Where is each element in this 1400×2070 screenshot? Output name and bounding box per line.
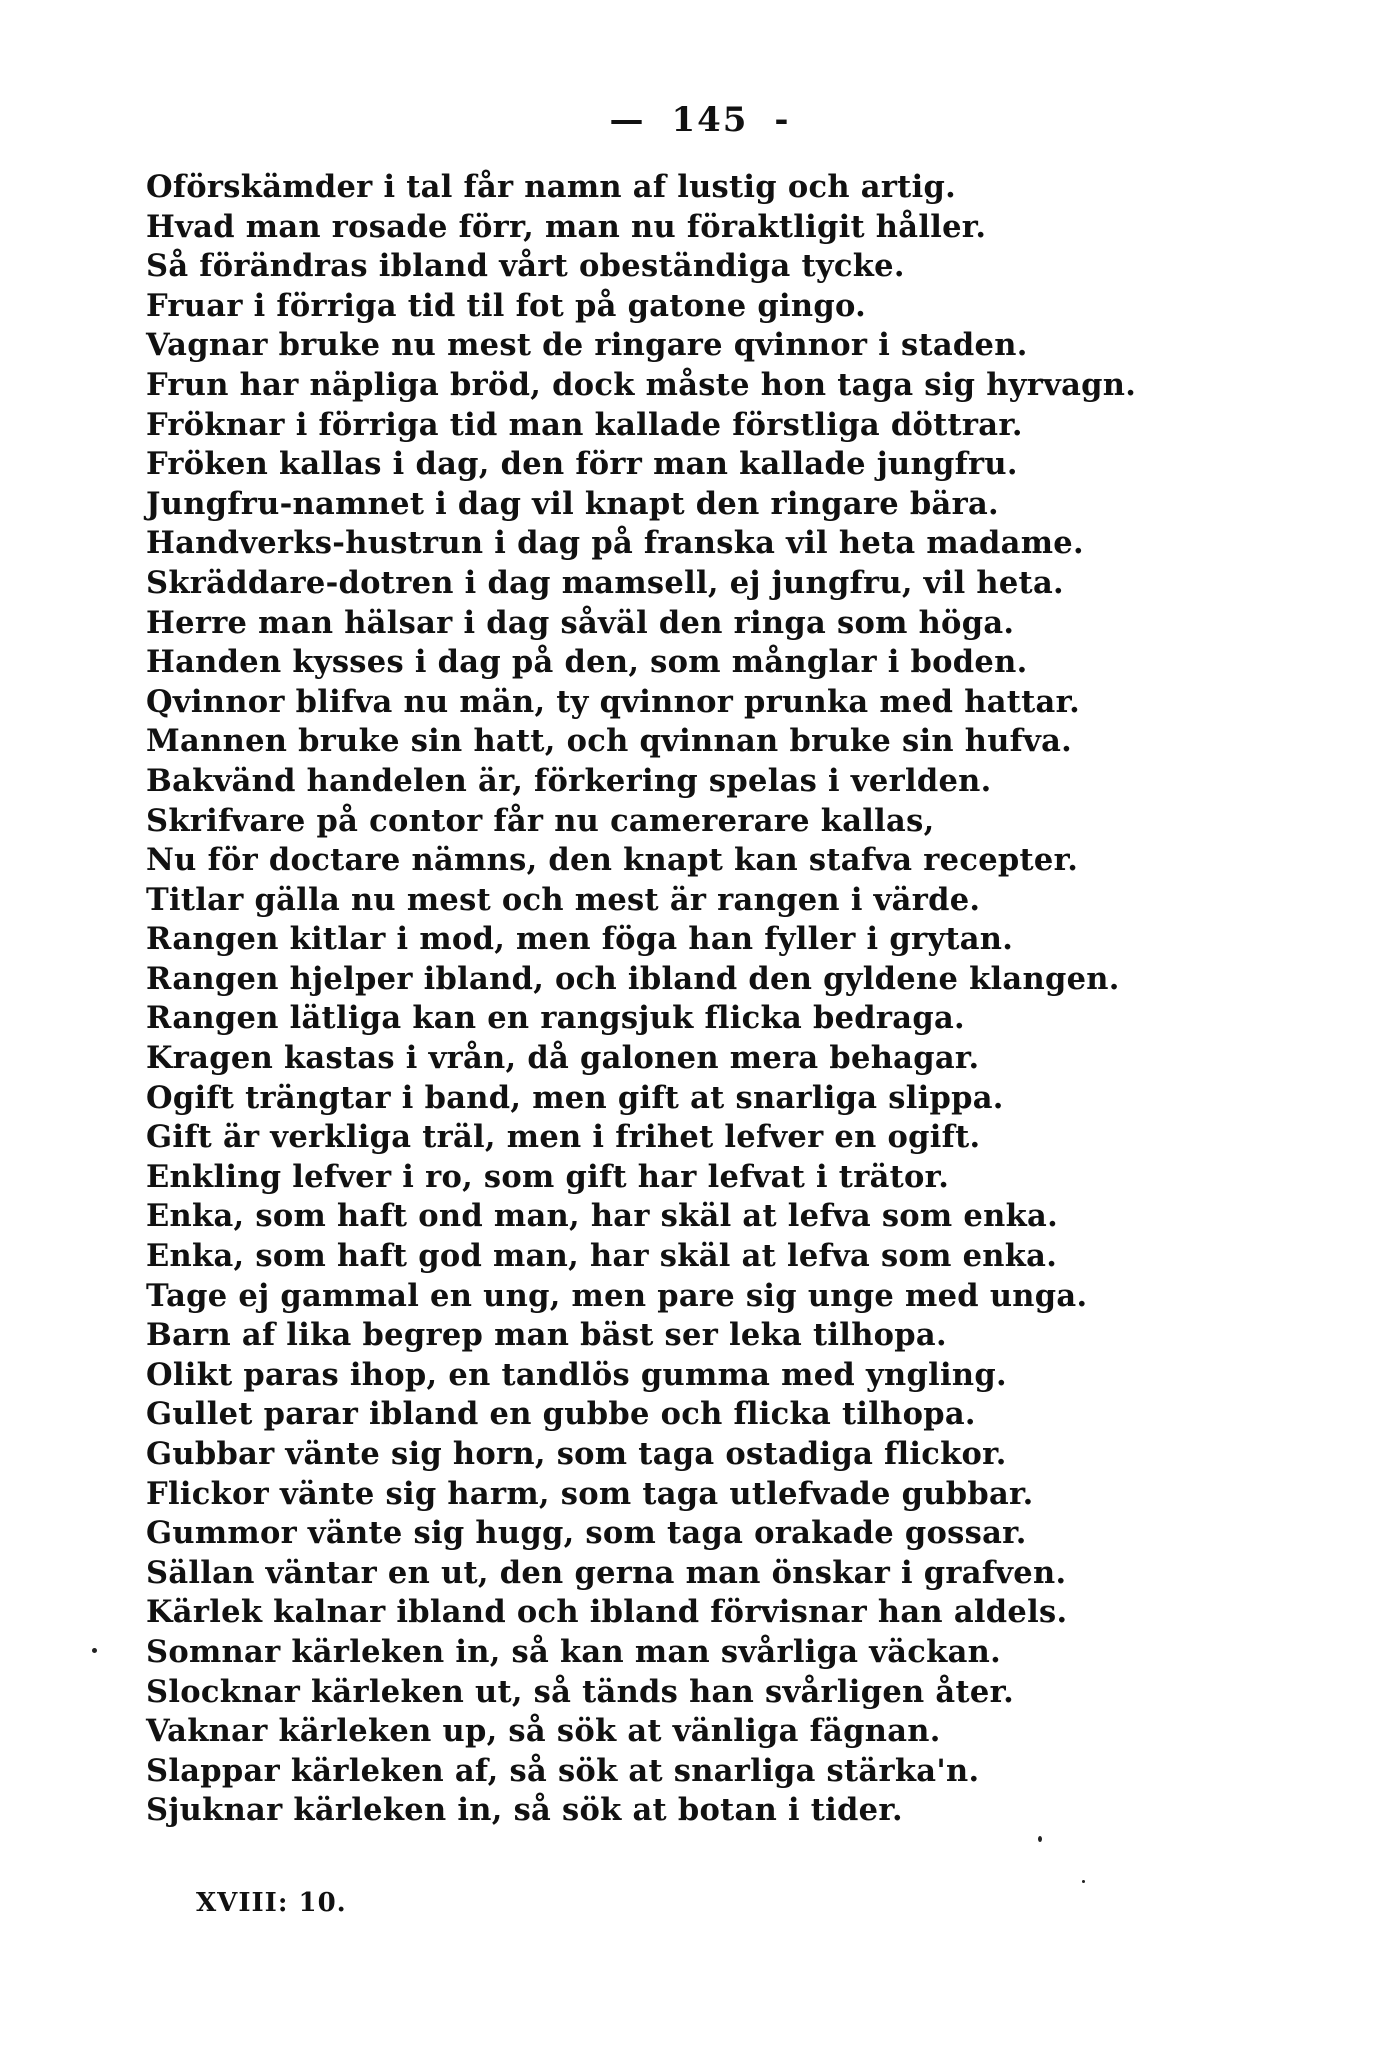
- verse-line: Gummor vänte sig hugg, som taga orakade gossar.: [146, 1515, 1027, 1552]
- verse-lines: [146, 168, 1156, 1831]
- verse-line: Enka, som haft ond man, har skäl at lefva som enka.: [146, 1198, 1059, 1235]
- verse-line: Fruar i förriga tid til fot på gatone gingo.: [146, 287, 867, 324]
- verse-line: Flickor vänte sig harm, som taga utlefvade gubbar.: [146, 1475, 1034, 1512]
- verse-line: Enka, som haft god man, har skäl at lefva som enka.: [146, 1238, 1058, 1275]
- verse-line: Enkling lefver i ro, som gift har lefvat i trätor.: [146, 1158, 950, 1195]
- verse-line: Herre man hälsar i dag såväl den ringa som höga.: [146, 604, 1015, 641]
- verse-line: Ogift trängtar i band, men gift at snarliga slippa.: [146, 1079, 1004, 1116]
- verse-line: Slocknar kärleken ut, så tänds han svårligen åter.: [146, 1673, 1015, 1710]
- verse-line: Handen kysses i dag på den, som månglar i boden.: [146, 644, 1028, 681]
- verse-line: Bakvänd handelen är, förkering spelas i verlden.: [146, 762, 992, 799]
- verse-line: Gift är verkliga träl, men i frihet lefver en ogift.: [146, 1119, 981, 1156]
- verse-line: Oförskämder i tal får namn af lustig och artig.: [146, 169, 957, 205]
- verse-line: Så förändras ibland vårt obeständiga tycke.: [146, 248, 905, 285]
- verse-line: Nu för doctare nämns, den knapt kan stafva recepter.: [146, 842, 1079, 879]
- verse-line: Mannen bruke sin hatt, och qvinnan bruke sin hufva.: [146, 723, 1073, 760]
- verse-line: Skrifvare på contor får nu camererare kallas,: [146, 802, 935, 839]
- verse-line: Kragen kastas i vrån, då galonen mera behagar.: [146, 1040, 980, 1077]
- page-header: [0, 100, 1400, 140]
- verse-line: Rangen lätliga kan en rangsjuk flicka bedraga.: [146, 1000, 965, 1037]
- print-speck: [92, 1648, 97, 1653]
- verse-line: Tage ej gammal en ung, men pare sig unge med unga.: [146, 1277, 1088, 1314]
- header-dash-left: —: [609, 100, 646, 140]
- verse-line: Fröknar i förriga tid man kallade förstliga döttrar.: [146, 406, 1023, 443]
- print-speck: [1082, 1880, 1085, 1883]
- verse-line: Vaknar kärleken up, så sök at vänliga fägnan.: [146, 1713, 941, 1750]
- verse-line: Rangen kitlar i mod, men föga han fyller i grytan.: [146, 921, 1014, 958]
- verse-line: Gullet parar ibland en gubbe och flicka tilhopa.: [146, 1396, 976, 1433]
- verse-line: Qvinnor blifva nu män, ty qvinnor prunka med hattar.: [146, 683, 1081, 720]
- print-speck: [1038, 1836, 1042, 1842]
- signature-mark: XVIII: 10.: [196, 1888, 347, 1918]
- verse-line: Kärlek kalnar ibland och ibland förvisnar han aldels.: [146, 1594, 1068, 1631]
- verse-line: Skräddare-dotren i dag mamsell, ej jungfru, vil heta.: [146, 564, 1064, 601]
- verse-line: Somnar kärleken in, så kan man svårliga väckan.: [146, 1633, 1002, 1670]
- verse-line: Jungfru-namnet i dag vil knapt den ringare bära.: [146, 485, 999, 522]
- verse-line: Sjuknar kärleken in, så sök at botan i tider.: [146, 1792, 903, 1829]
- verse-line: Slappar kärleken af, så sök at snarliga stärka'n.: [146, 1752, 980, 1789]
- verse-line: Frun har näpliga bröd, dock måste hon taga sig hyrvagn.: [146, 366, 1137, 403]
- verse-line: Handverks-hustrun i dag på franska vil heta madame.: [146, 525, 1084, 562]
- verse-line: Titlar gälla nu mest och mest är rangen i värde.: [146, 881, 981, 918]
- page-number: 145: [671, 100, 749, 140]
- verse-line: Sällan väntar en ut, den gerna man önskar i grafven.: [146, 1554, 1067, 1591]
- verse-line: Olikt paras ihop, en tandlös gumma med yngling.: [146, 1356, 1007, 1393]
- verse-line: Fröken kallas i dag, den förr man kallade jungfru.: [146, 446, 1018, 483]
- verse-line: Gubbar vänte sig horn, som taga ostadiga flickor.: [146, 1436, 1007, 1472]
- verse-line: Rangen hjelper ibland, och ibland den gyldene klangen.: [146, 960, 1120, 997]
- verse-line: Hvad man rosade förr, man nu föraktligit håller.: [146, 208, 987, 245]
- verse-line: Barn af lika begrep man bäst ser leka tilhopa.: [146, 1317, 947, 1354]
- verse-line: Vagnar bruke nu mest de ringare qvinnor i staden.: [146, 327, 1028, 364]
- header-dash-right: -: [774, 100, 791, 140]
